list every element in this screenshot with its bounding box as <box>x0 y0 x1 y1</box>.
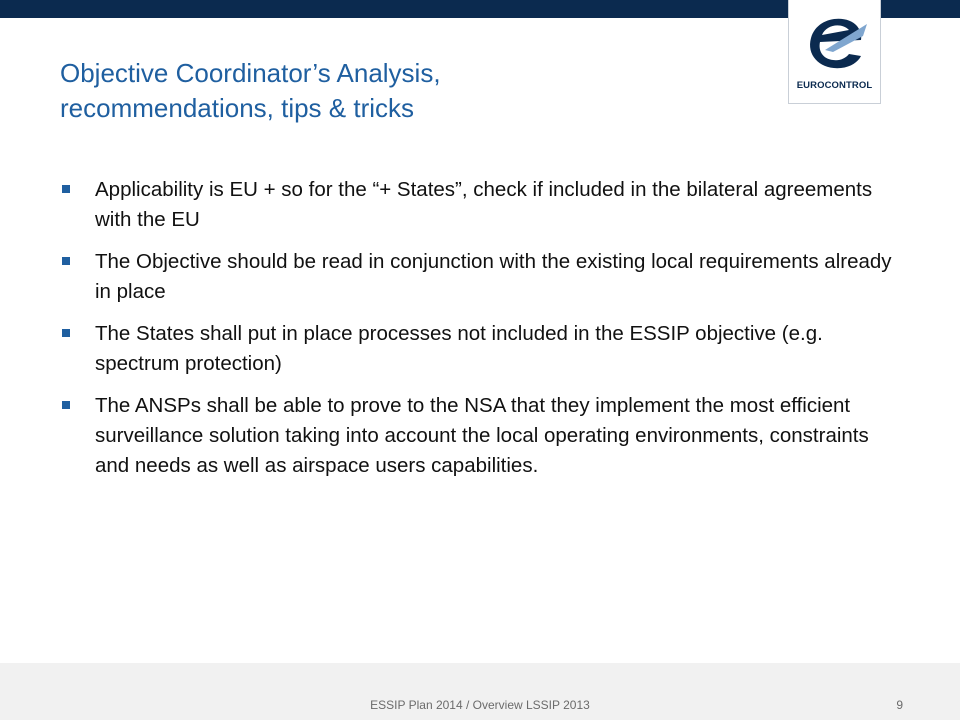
eurocontrol-logo <box>789 0 880 103</box>
square-bullet-icon <box>62 401 70 409</box>
square-bullet-icon <box>62 257 70 265</box>
bullet-text: The Objective should be read in conjunction with the existing local requirements already in place <box>95 250 892 303</box>
slide-title-line-2: recommendations, tips & tricks <box>60 93 415 123</box>
bullet-list <box>60 175 900 493</box>
bullet-item <box>60 319 900 379</box>
square-bullet-icon <box>62 329 70 337</box>
square-bullet-icon <box>62 185 70 193</box>
slide-title <box>60 56 760 126</box>
footer-text: ESSIP Plan 2014 / Overview LSSIP 2013 <box>370 698 590 712</box>
logo-text: EUROCONTROL <box>796 80 873 91</box>
eurocontrol-logo-icon <box>803 10 867 78</box>
bullet-text: Applicability is EU + so for the “+ States”, check if included in the bilateral agreements with the EU <box>95 178 873 231</box>
footer <box>0 663 960 720</box>
bullet-text: The States shall put in place processes not included in the ESSIP objective (e.g. spectrum protection) <box>95 322 823 375</box>
page-number: 9 <box>896 698 903 712</box>
bullet-item <box>60 247 900 307</box>
bullet-text: The ANSPs shall be able to prove to the NSA that they implement the most efficient surveillance solution taking into account the local operating environments, constraints and needs as well as airspace users capabilities. <box>95 394 869 477</box>
bullet-item <box>60 391 900 481</box>
slide-title-line-1: Objective Coordinator’s Analysis, <box>60 58 441 88</box>
bullet-item <box>60 175 900 235</box>
